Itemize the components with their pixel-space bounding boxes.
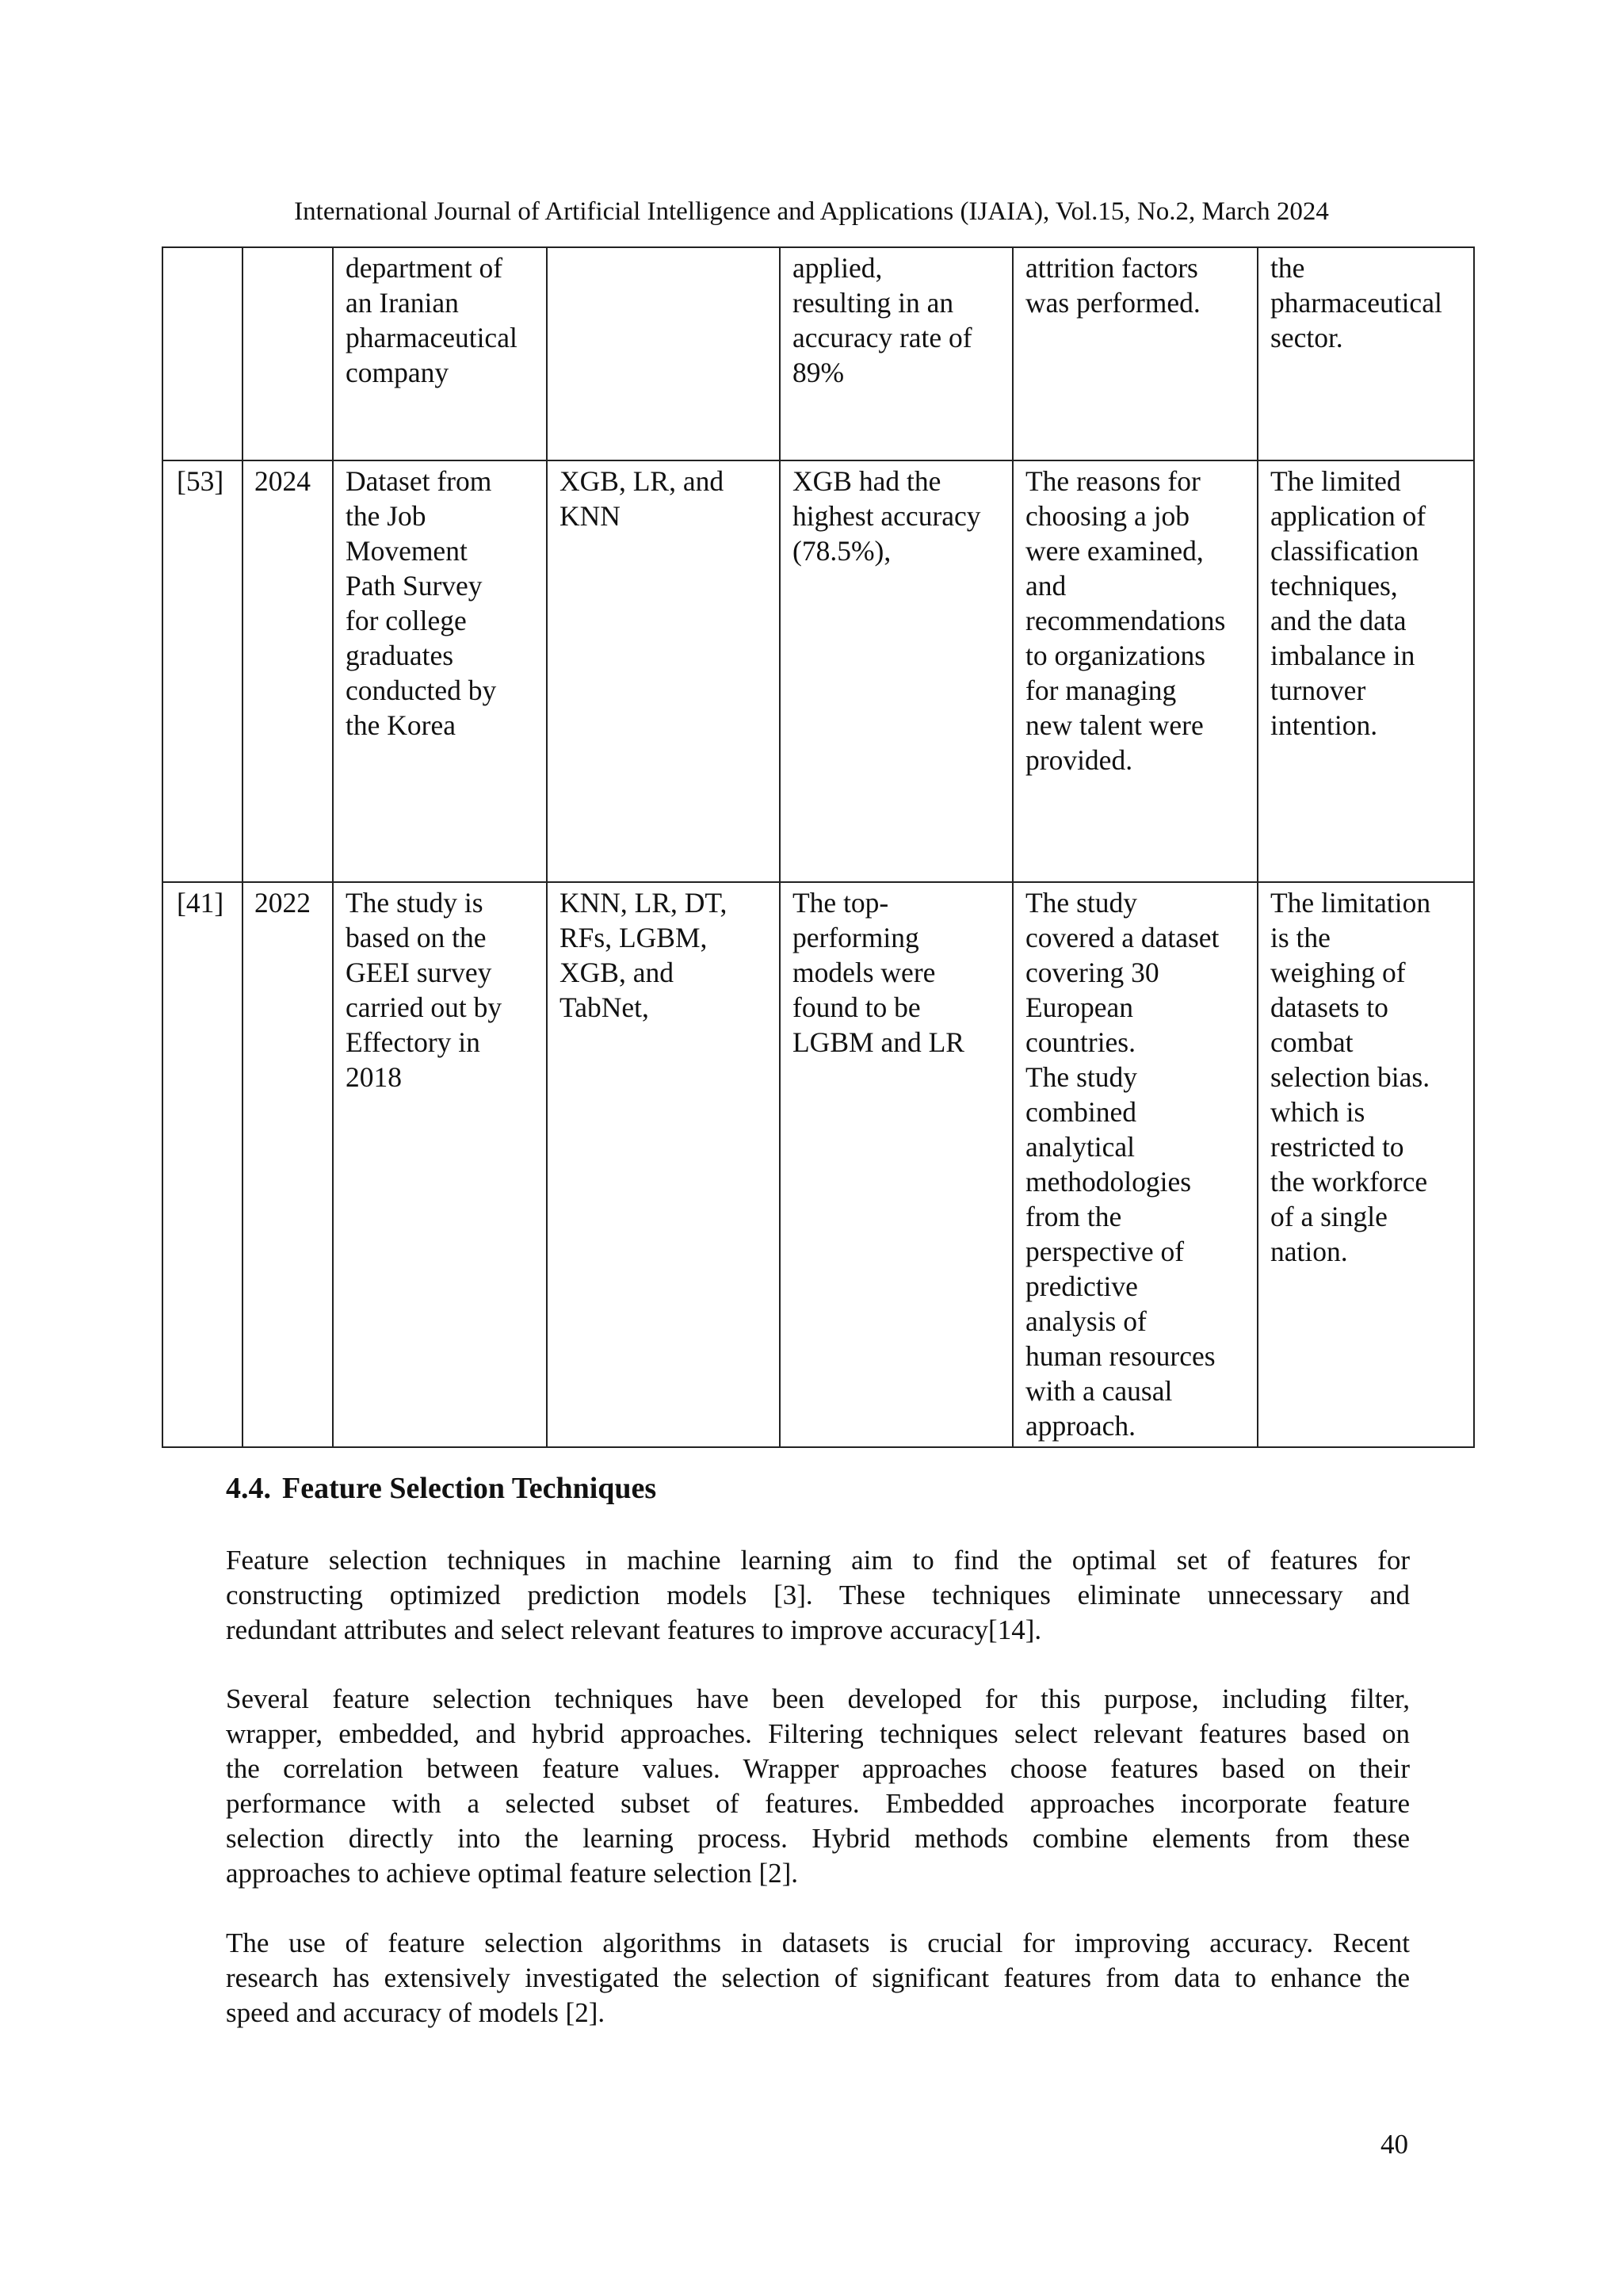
paragraph-line: approaches to achieve optimal feature selection [2]. [226, 1858, 799, 1889]
cell-line: techniques, [1270, 570, 1398, 602]
cell-line: KNN, LR, DT, [559, 887, 727, 919]
cell-line: XGB, LR, and [559, 465, 724, 497]
cell-line: applied, [792, 252, 883, 284]
paragraph-line: constructing optimized prediction models [3]. These techniques eliminate unnecessary and [226, 1580, 1410, 1610]
cell-line: resulting in an [792, 287, 954, 319]
cell-text: [53] [177, 465, 224, 497]
paragraph-line: research has extensively investigated the selection of significant features from data to enhance the [226, 1962, 1410, 1993]
cell-line: and [1025, 570, 1067, 602]
cell-line: restricted to [1270, 1131, 1404, 1163]
paragraph-line: speed and accuracy of models [2]. [226, 1997, 605, 2028]
cell-line: GEEI survey [346, 957, 492, 988]
cell-text: 2022 [254, 887, 311, 919]
table-row [162, 460, 1474, 882]
paragraph-line: Several feature selection techniques have been developed for this purpose, including filter, [226, 1683, 1410, 1714]
cell-line: Path Survey [346, 570, 483, 602]
cell-line: the Korea [346, 709, 456, 741]
section-title: Feature Selection Techniques [282, 1472, 657, 1505]
cell-line: pharmaceutical [1270, 287, 1442, 319]
cell-line: application of [1270, 500, 1426, 532]
cell-line: intention. [1270, 709, 1378, 741]
cell-line: the Job [346, 500, 426, 532]
cell-line: found to be [792, 991, 921, 1023]
cell-line: an Iranian [346, 287, 459, 319]
cell-limitations [1258, 460, 1474, 882]
cell-line: The top- [792, 887, 889, 919]
cell-line: weighing of [1270, 957, 1406, 988]
paragraph-line: Feature selection techniques in machine learning aim to find the optimal set of features for [226, 1545, 1410, 1576]
cell-line: from the [1025, 1201, 1122, 1232]
cell-ref [162, 460, 242, 882]
cell-line: was performed. [1025, 287, 1201, 319]
cell-techniques [547, 882, 780, 1447]
cell-line: is the [1270, 922, 1331, 953]
cell-line: with a causal [1025, 1375, 1173, 1407]
paragraph-3 [226, 1926, 1410, 2030]
cell-line: recommendations [1025, 605, 1226, 636]
cell-line: models were [792, 957, 936, 988]
table-body [162, 247, 1474, 1447]
cell-line: The study is [346, 887, 483, 919]
cell-techniques [547, 460, 780, 882]
cell-line: 89% [792, 357, 845, 388]
paragraph-1 [226, 1543, 1410, 1648]
cell-line: and the data [1270, 605, 1407, 636]
cell-line: The study [1025, 887, 1137, 919]
cell-year [242, 460, 333, 882]
cell-line: provided. [1025, 744, 1133, 776]
cell-results [780, 247, 1013, 460]
cell-line: imbalance in [1270, 640, 1415, 671]
cell-year [242, 882, 333, 1447]
cell-line: were examined, [1025, 535, 1204, 567]
cell-line: (78.5%), [792, 535, 892, 567]
paragraph-line: selection directly into the learning process. Hybrid methods combine elements from these [226, 1823, 1410, 1854]
table-row [162, 247, 1474, 460]
cell-line: datasets to [1270, 991, 1388, 1023]
cell-line: of a single [1270, 1201, 1388, 1232]
paragraph-line: wrapper, embedded, and hybrid approaches. Filtering techniques select relevant features based on [226, 1718, 1410, 1749]
cell-line: for managing [1025, 674, 1177, 706]
cell-results [780, 460, 1013, 882]
cell-line: which is [1270, 1096, 1365, 1128]
cell-line: nation. [1270, 1236, 1348, 1267]
cell-limitations [1258, 882, 1474, 1447]
cell-contributions [1013, 460, 1258, 882]
cell-results [780, 882, 1013, 1447]
cell-line: methodologies [1025, 1166, 1192, 1198]
cell-text: 2024 [254, 465, 311, 497]
cell-techniques [547, 247, 780, 460]
cell-line: carried out by [346, 991, 502, 1023]
cell-line: turnover [1270, 674, 1366, 706]
literature-review-table [162, 246, 1475, 1448]
cell-line: The limited [1270, 465, 1401, 497]
paragraph-line: performance with a selected subset of features. Embedded approaches incorporate feature [226, 1788, 1410, 1819]
cell-line: for college [346, 605, 467, 636]
cell-line: XGB had the [792, 465, 941, 497]
cell-line: XGB, and [559, 957, 674, 988]
cell-line: European [1025, 991, 1134, 1023]
cell-line: analytical [1025, 1131, 1135, 1163]
cell-line: highest accuracy [792, 500, 981, 532]
paragraph-line: redundant attributes and select relevant features to improve accuracy[14]. [226, 1614, 1042, 1645]
section-heading [226, 1469, 656, 1508]
cell-line: Movement [346, 535, 468, 567]
cell-contributions [1013, 247, 1258, 460]
cell-line: combat [1270, 1026, 1354, 1058]
cell-line: The limitation [1270, 887, 1431, 919]
cell-line: company [346, 357, 449, 388]
paragraph-line: the correlation between feature values. Wrapper approaches choose features based on their [226, 1753, 1410, 1784]
table-row [162, 882, 1474, 1447]
cell-line: covered a dataset [1025, 922, 1220, 953]
cell-line: performing [792, 922, 919, 953]
cell-dataset [333, 460, 547, 882]
cell-line: LGBM and LR [792, 1026, 964, 1058]
section-number: 4.4. [226, 1472, 271, 1505]
cell-line: combined [1025, 1096, 1136, 1128]
cell-line: Effectory in [346, 1026, 480, 1058]
cell-line: perspective of [1025, 1236, 1185, 1267]
cell-line: accuracy rate of [792, 322, 972, 353]
paragraph-line: The use of feature selection algorithms in datasets is crucial for improving accuracy. Recent [226, 1927, 1410, 1958]
cell-line: predictive [1025, 1270, 1138, 1302]
cell-line: selection bias. [1270, 1061, 1430, 1093]
cell-line: attrition factors [1025, 252, 1198, 284]
cell-line: countries. [1025, 1026, 1136, 1058]
cell-text: [41] [177, 887, 224, 919]
page-number: 40 [1381, 2129, 1408, 2160]
cell-line: pharmaceutical [346, 322, 517, 353]
running-header: International Journal of Artificial Intelligence and Applications (IJAIA), Vol.15, No.2, March 2024 [294, 197, 1329, 226]
cell-line: approach. [1025, 1410, 1136, 1442]
cell-line: based on the [346, 922, 487, 953]
cell-line: RFs, LGBM, [559, 922, 708, 953]
cell-ref [162, 247, 242, 460]
cell-line: department of [346, 252, 503, 284]
cell-line: to organizations [1025, 640, 1206, 671]
cell-line: Dataset from [346, 465, 492, 497]
cell-line: The study [1025, 1061, 1137, 1093]
cell-line: TabNet, [559, 991, 649, 1023]
cell-contributions [1013, 882, 1258, 1447]
cell-line: classification [1270, 535, 1419, 567]
cell-line: new talent were [1025, 709, 1204, 741]
cell-ref [162, 882, 242, 1447]
cell-line: the [1270, 252, 1305, 284]
cell-line: The reasons for [1025, 465, 1201, 497]
cell-line: conducted by [346, 674, 497, 706]
cell-line: human resources [1025, 1340, 1216, 1372]
cell-line: choosing a job [1025, 500, 1190, 532]
paragraph-2 [226, 1682, 1410, 1891]
cell-dataset [333, 247, 547, 460]
cell-year [242, 247, 333, 460]
cell-line: sector. [1270, 322, 1343, 353]
cell-dataset [333, 882, 547, 1447]
cell-line: 2018 [346, 1061, 402, 1093]
cell-line: analysis of [1025, 1305, 1147, 1337]
cell-line: KNN [559, 500, 621, 532]
cell-limitations [1258, 247, 1474, 460]
cell-line: covering 30 [1025, 957, 1159, 988]
cell-line: the workforce [1270, 1166, 1428, 1198]
cell-line: graduates [346, 640, 454, 671]
